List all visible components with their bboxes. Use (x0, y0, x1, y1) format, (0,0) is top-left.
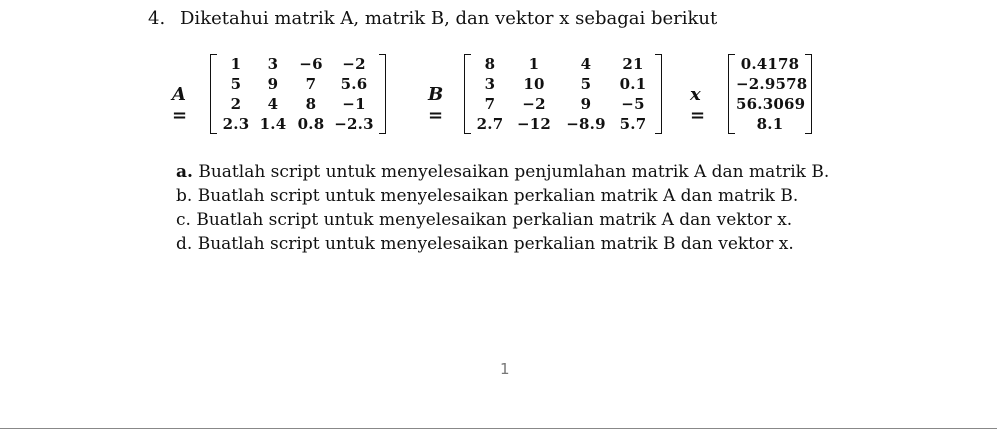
matrix-b-label: B = (428, 84, 444, 126)
matrix-row (736, 54, 804, 74)
matrix-row (218, 74, 378, 94)
matrix-cell: 0.8 (297, 115, 325, 133)
matrix-cell: 2 (230, 95, 242, 113)
task-list (176, 160, 829, 256)
matrix-cell: 9 (267, 75, 279, 93)
matrix-cell: 7 (484, 95, 496, 113)
matrix-b (464, 54, 662, 136)
matrix-cell: 5.6 (340, 75, 368, 93)
task-text: Buatlah script untuk menyelesaikan perkalian matrik B dan vektor x. (197, 234, 794, 254)
matrix-a-label: A = (172, 84, 188, 126)
matrix-cell: −2 (342, 55, 366, 73)
matrix-cell: −2.9578 (736, 75, 808, 93)
matrix-row (472, 54, 654, 74)
vector-x (728, 54, 812, 136)
task-text: Buatlah script untuk menyelesaikan perkalian matrik A dan matrik B. (197, 186, 799, 206)
matrix-row (472, 74, 654, 94)
matrix-cell: 9 (580, 95, 592, 113)
matrix-a (210, 54, 386, 136)
question-number: 4. (148, 8, 166, 29)
matrix-cell: 3 (267, 55, 279, 73)
task-item (176, 208, 829, 232)
matrix-row (218, 94, 378, 114)
matrix-cell: 7 (305, 75, 317, 93)
matrix-cell: 56.3069 (736, 95, 806, 113)
task-letter: d. (176, 234, 193, 254)
matrix-cell: 1.4 (259, 115, 287, 133)
matrix-cell: 8 (305, 95, 317, 113)
matrix-cell: 1 (528, 55, 540, 73)
matrix-cell: 5 (580, 75, 592, 93)
matrix-row (472, 94, 654, 114)
matrix-row (736, 94, 804, 114)
matrix-cell: 2.3 (222, 115, 250, 133)
task-letter: c. (176, 210, 191, 230)
matrix-cell: 0.4178 (740, 55, 800, 73)
matrix-cell: −5 (621, 95, 645, 113)
matrix-cell: 5.7 (619, 115, 647, 133)
task-item (176, 160, 829, 184)
task-letter: b. (176, 186, 193, 206)
matrix-cell: 10 (523, 75, 545, 93)
matrix-cell: 2.7 (476, 115, 504, 133)
matrix-cell: 8.1 (756, 115, 784, 133)
matrix-cell: 21 (622, 55, 644, 73)
task-item (176, 232, 829, 256)
question-text: Diketahui matrik A, matrik B, dan vektor x sebagai berikut (180, 8, 718, 29)
matrix-cell: 4 (267, 95, 279, 113)
matrix-cell: 0.1 (619, 75, 647, 93)
matrix-cell: 4 (580, 55, 592, 73)
matrix-cell: 8 (484, 55, 496, 73)
matrix-row (736, 114, 804, 134)
task-letter: a. (176, 162, 193, 182)
task-text: Buatlah script untuk menyelesaikan perkalian matrik A dan vektor x. (196, 210, 793, 230)
matrix-cell: 5 (230, 75, 242, 93)
matrix-row (472, 114, 654, 134)
matrix-row (218, 114, 378, 134)
page-number: 1 (500, 360, 510, 378)
matrix-cell: −2 (522, 95, 546, 113)
task-item (176, 184, 829, 208)
footer-divider (0, 428, 997, 429)
matrix-cell: −12 (516, 115, 552, 133)
matrix-row (218, 54, 378, 74)
matrix-cell: 3 (484, 75, 496, 93)
question-heading (148, 8, 717, 29)
matrix-cell: −1 (342, 95, 366, 113)
matrix-cell: −8.9 (566, 115, 606, 133)
matrix-row (736, 74, 808, 94)
matrix-cell: −2.3 (334, 115, 374, 133)
matrix-cell: 1 (230, 55, 242, 73)
task-text: Buatlah script untuk menyelesaikan penjumlahan matrik A dan matrik B. (198, 162, 830, 182)
matrix-cell: −6 (299, 55, 323, 73)
vector-x-label: x = (690, 84, 706, 126)
